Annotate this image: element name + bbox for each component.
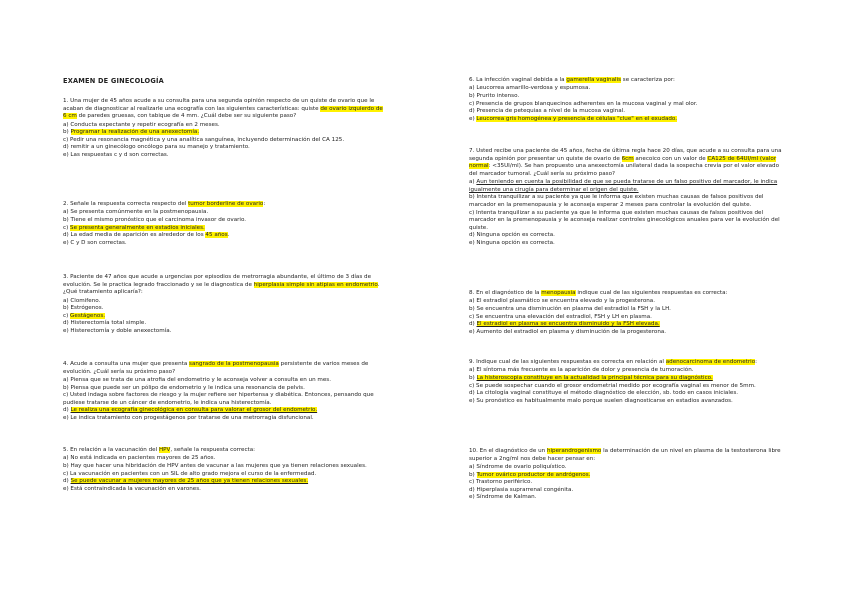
option-text: El estradiol plasmático se encuentra elevado y la progesterona. [476, 298, 655, 305]
option-text: Estrógenos. [70, 305, 104, 312]
question-stem [469, 290, 789, 298]
option-label: c) [63, 392, 69, 399]
option-text: Ninguna opción es correcta. [476, 239, 555, 246]
question-9 [469, 359, 789, 405]
option-label: c) [469, 479, 475, 486]
option-text: Intenta tranquilizar a su paciente ya que le informa que existen muchas causas de falsos positivos del marcador en la premenopausia y le aconseja esperar 2 meses para controlar la evolución del quiste. [469, 194, 764, 208]
highlighted-term: menopausia [541, 290, 576, 296]
option-text: Leucorrea amarillo-verdosa y espumosa. [476, 85, 591, 92]
option-label: b) [469, 92, 475, 99]
highlighted-answer: El estradiol en plasma se encuentra disminuido y la FSH elevada. [476, 321, 660, 328]
option-text: Intenta tranquilizar a su paciente ya que le informa que existen muchas causas de falsos positivos del marcador en la premenopausia y le aconseja realizar controles ginecológicos anuales para ver la evolución del quiste. [469, 209, 780, 231]
stem-text: 9. Indique cual de las siguientes respuestas es correcta en relación al [469, 359, 666, 365]
question-stem [63, 98, 383, 121]
answer-option [469, 329, 789, 337]
option-text: No está indicada en pacientes mayores de 25 años. [70, 455, 216, 462]
option-label: d) [63, 407, 69, 414]
highlighted-term: hiperandrogenismo [546, 448, 602, 454]
question-1 [63, 98, 383, 160]
answer-option [469, 314, 789, 322]
option-label: e) [63, 414, 69, 421]
option-label: a) [63, 455, 69, 462]
stem-text: : [755, 359, 758, 365]
answer-option [63, 471, 383, 479]
option-text: Se puede sospechar cuando el grosor endometrial medido por ecografía vaginal es menor de 5mm. [476, 382, 756, 389]
stem-text: anecoico con un valor de [633, 155, 708, 162]
option-text: Síndrome de Kalman. [476, 494, 537, 501]
option-text: Se encuentra una disminución en plasma del estradiol la FSH y la LH. [476, 305, 671, 312]
option-label: b) [469, 194, 475, 201]
option-label: a) [63, 209, 69, 216]
option-label: e) [469, 239, 475, 246]
answer-option [63, 320, 383, 328]
option-text: El síntoma más frecuente es la aparición de dolor y presencia de tumoración. [476, 367, 694, 374]
option-text: Tiene el mismo pronóstico que el carcinoma invasor de ovario. [70, 216, 247, 223]
answer-option [63, 392, 383, 407]
question-stem [469, 77, 789, 85]
option-label: d) [469, 486, 475, 493]
option-label: c) [469, 209, 475, 216]
stem-text: , señale la respuesta correcta: [170, 447, 256, 453]
option-label: b) [63, 462, 69, 469]
option-text: Trastorno periférico. [476, 479, 533, 486]
option-label: a) [469, 463, 475, 470]
option-label: c) [63, 470, 69, 477]
answer-option [469, 93, 789, 101]
answer-option [469, 398, 789, 406]
answer-option [63, 486, 383, 494]
answer-option [469, 306, 789, 314]
answer-option [469, 375, 789, 383]
highlighted-term: sangrado de la postmenopausia [189, 361, 279, 367]
answer-option [63, 377, 383, 385]
option-label: e) [469, 115, 475, 122]
option-text: Presencia de grupos blanquecinos adherentes en la mucosa vaginal y mal olor. [476, 100, 698, 107]
option-text: Histerectomía total simple. [70, 320, 147, 327]
stem-text: 10. En el diagnóstico de un [469, 448, 547, 454]
exam-title: EXAMEN DE GINECOLOGÍA [63, 77, 164, 85]
answer-option [469, 232, 789, 240]
answer-option [63, 478, 383, 486]
option-label: a) [63, 121, 69, 128]
answer-option [469, 479, 789, 487]
highlighted-term: gamerella vaginalis [566, 77, 622, 83]
highlighted-answer: Leucorrea gris homogénea y presencia de células "clue" en el exudado. [476, 115, 678, 122]
option-label: a) [469, 367, 475, 374]
highlighted-term: CA125 de 64UI/ml (valor normal [469, 155, 777, 170]
highlighted-answer: Programar la realización de una anexectomía. [70, 129, 200, 136]
option-label: d) [469, 108, 475, 115]
option-text: remitir a un ginecólogo oncólogo para su manejo y tratamiento. [70, 144, 250, 151]
option-label: e) [63, 239, 69, 246]
option-text: Hiperplasia suprarrenal congénita. [476, 486, 574, 493]
option-text: Pedir una resonancia magnética y una analítica sanguínea, incluyendo determinación del CA 125. [70, 136, 345, 143]
option-label: d) [63, 232, 69, 239]
stem-text: se caracteriza por: [621, 77, 675, 83]
answer-option [63, 232, 383, 240]
stem-text: : [263, 201, 266, 207]
option-text: Prurito intenso. [476, 92, 520, 99]
answer-option [63, 463, 383, 471]
option-text: Le indica tratamiento con progestágenos por tratarse de una metrorragia disfuncional. [70, 414, 314, 421]
option-label: b) [63, 384, 69, 391]
question-stem [63, 361, 383, 376]
stem-text: de paredes gruesas, con tabique de 4 mm. ¿Cuál debe ser su siguiente paso? [76, 113, 297, 120]
answer-option [63, 144, 383, 152]
option-text: Las respuestas c y d son correctas. [70, 151, 169, 158]
answer-option [469, 179, 789, 194]
question-stem [469, 448, 789, 463]
option-label: a) [469, 298, 475, 305]
question-stem [63, 274, 383, 297]
option-label: e) [469, 494, 475, 501]
question-stem [469, 359, 789, 367]
answer-option [63, 129, 383, 137]
stem-text: 1. Una mujer de 45 años acude a su consulta para una segunda opinión respecto de un quiste de ovario que le acaban de diagnosticar al realizarle una ecografía con las siguientes características: quiste [63, 98, 375, 112]
option-text: Piensa que puede ser un pólipo de endometrio y le indica una resonancia de pelvis. [70, 384, 305, 391]
option-text: Clomifeno. [70, 297, 101, 304]
stem-text: la determinación de un nivel en plasma de la testosterona libre superior a 2ng/ml nos debe hacer pensar en: [469, 448, 781, 462]
option-label: d) [63, 320, 69, 327]
option-label: d) [469, 321, 475, 328]
option-label: d) [63, 478, 69, 485]
option-label: c) [469, 382, 475, 389]
answer-option [469, 108, 789, 116]
question-5 [63, 447, 383, 493]
option-label: d) [469, 390, 475, 397]
answer-option [469, 194, 789, 209]
option-text-end: . [227, 232, 230, 239]
stem-text: 4. Acude a consulta una mujer que presenta [63, 361, 190, 367]
option-label: a) [469, 179, 475, 186]
option-text: Hay que hacer una hibridación de HPV antes de vacunar a las mujeres que ya tienen relaciones sexuales. [70, 462, 367, 469]
answer-option [469, 321, 789, 329]
option-text: Aun teniendo en cuenta la posibilidad de que se pueda tratarse de un falso positivo del marcador, le indica igualmente una cirugía para determinar el origen del quiste. [469, 179, 778, 193]
answer-option [469, 240, 789, 248]
answer-option [469, 85, 789, 93]
option-text: Usted indaga sobre factores de riesgo y la mujer refiere ser hipertensa y diabética. Entonces, pensando que pudiese tratarse de un cáncer de endometrio, le indica una histerectomía. [63, 392, 374, 406]
option-text: La edad media de aparición es alrededor de los [70, 232, 206, 239]
stem-text: 2. Señale la respuesta correcta respecto del [63, 201, 189, 207]
option-label: c) [63, 136, 69, 143]
answer-option [63, 328, 383, 336]
question-8 [469, 290, 789, 336]
option-text: Está contraindicada la vacunación en varones. [70, 485, 201, 492]
answer-option [63, 455, 383, 463]
answer-option [63, 209, 383, 217]
answer-option [63, 298, 383, 306]
option-label: e) [63, 151, 69, 158]
option-text: C y D son correctas. [70, 239, 127, 246]
highlighted-term: adenocarcinoma de endometrio [665, 359, 756, 365]
question-6 [469, 77, 789, 123]
option-text: Piensa que se trata de una atrofia del endometrio y le aconseja volver a consulta en un mes. [70, 376, 331, 383]
option-text: Se presenta comúnmente en la postmenopausia. [70, 209, 209, 216]
highlighted-answer: Le realiza una ecografía ginecológica en consulta para valorar el grosor del endometrio. [70, 407, 318, 414]
option-label: b) [63, 129, 69, 136]
question-2 [63, 201, 383, 247]
option-label: b) [469, 305, 475, 312]
stem-text: 6. La infección vaginal debida a la [469, 77, 567, 83]
option-label: e) [63, 485, 69, 492]
option-label: a) [63, 297, 69, 304]
answer-option [469, 298, 789, 306]
highlighted-term: HPV [158, 447, 171, 453]
answer-option [469, 494, 789, 502]
option-label: b) [63, 216, 69, 223]
option-text: La vacunación en pacientes con un SIL de alto grado mejora el curso de la enfermedad. [70, 470, 317, 477]
option-label: c) [469, 313, 475, 320]
option-text: Aumento del estradiol en plasma y disminución de la progesterona. [476, 328, 667, 335]
option-text: Se encuentra una elevación del estradiol, FSH y LH en plasma. [476, 313, 652, 320]
option-text: Ninguna opción es correcta. [476, 232, 555, 239]
answer-option [63, 217, 383, 225]
option-label: e) [469, 397, 475, 404]
option-label: b) [469, 374, 475, 381]
stem-text: 3. Paciente de 47 años que acude a urgencias por episodios de metrorragia abundante, el último de 3 días de evolución. Se le practica legrado fraccionado y se le diagnostica de [63, 274, 372, 288]
stem-text: . ¿Qué tratamiento aplicaría?: [63, 281, 380, 296]
stem-text: 5. En relación a la vacunación del [63, 447, 159, 453]
option-label: c) [469, 100, 475, 107]
answer-option [469, 101, 789, 109]
highlighted-term: 45 años [205, 232, 228, 239]
stem-text: 8. En el diagnóstico de la [469, 290, 542, 296]
stem-text: 7. Usted recibe una paciente de 45 años, fecha de última regla hace 20 días, que acude a su consulta para una segunda opinión por presentar un quiste de ovario de [469, 148, 782, 162]
answer-option [63, 240, 383, 248]
answer-option [63, 407, 383, 415]
option-label: e) [63, 327, 69, 334]
highlighted-term: tumor borderline de ovario [188, 201, 264, 207]
option-label: a) [63, 376, 69, 383]
highlighted-answer: Se puede vacunar a mujeres mayores de 25 años que ya tienen relaciones sexuales. [70, 478, 309, 485]
option-label: d) [469, 232, 475, 239]
answer-option [469, 464, 789, 472]
answer-option [469, 367, 789, 375]
stem-text: indique cual de las siguientes respuestas es correcta: [575, 290, 728, 296]
option-label: e) [469, 328, 475, 335]
stem-text: persistente de varios meses de evolución. ¿Cuál sería su próximo paso? [63, 361, 369, 375]
question-stem [63, 447, 383, 455]
option-text: Conducta expectante y repetir ecografía en 2 meses. [70, 121, 220, 128]
option-text: Su pronóstico es habitualmente malo porque suelen diagnosticarse en estadios avanzados. [476, 397, 733, 404]
option-label: b) [469, 471, 475, 478]
stem-text: : <35UI/ml). Se han propuesto una anexectomía unilateral dada la sospecha crevía por el valor elevado del marcador tumoral. ¿Cuál sería su próximo paso? [469, 163, 780, 177]
question-stem [469, 148, 789, 178]
question-4 [63, 361, 383, 423]
answer-option [63, 415, 383, 423]
option-label: c) [63, 224, 69, 231]
question-10 [469, 448, 789, 502]
answer-option [63, 305, 383, 313]
answer-option [469, 390, 789, 398]
question-7 [469, 148, 789, 248]
highlighted-answer: Gestágenos. [70, 312, 106, 319]
answer-option [63, 152, 383, 160]
option-text: La citología vaginal constituye el método diagnóstico de elección, sb. todo en casos iniciales. [476, 390, 739, 397]
question-stem [63, 201, 383, 209]
highlighted-term: de ovario izquierdo de 6 cm [63, 105, 383, 120]
highlighted-answer: La histeroscopia constituye en la actualidad la principal técnica para su diagnóstico. [476, 374, 713, 381]
option-label: c) [63, 312, 69, 319]
option-text: Síndrome de ovario poliquístico. [476, 463, 567, 470]
option-text: Histerectomía y doble anexectomía. [70, 327, 172, 334]
highlighted-answer: Tumor ovárico productor de andrógenos. [476, 471, 591, 478]
highlighted-term: 6cm [621, 155, 634, 162]
option-label: b) [63, 305, 69, 312]
option-label: a) [469, 85, 475, 92]
highlighted-term: hiperplasia simple sin atipias en endometrio [253, 281, 378, 288]
option-label: d) [63, 144, 69, 151]
answer-option [469, 116, 789, 124]
question-3 [63, 274, 383, 336]
answer-option [469, 210, 789, 233]
highlighted-answer: Se presenta generalmente en estadios iniciales. [70, 224, 205, 231]
option-text: Presencia de petequias a nivel de la mucosa vaginal. [476, 108, 625, 115]
